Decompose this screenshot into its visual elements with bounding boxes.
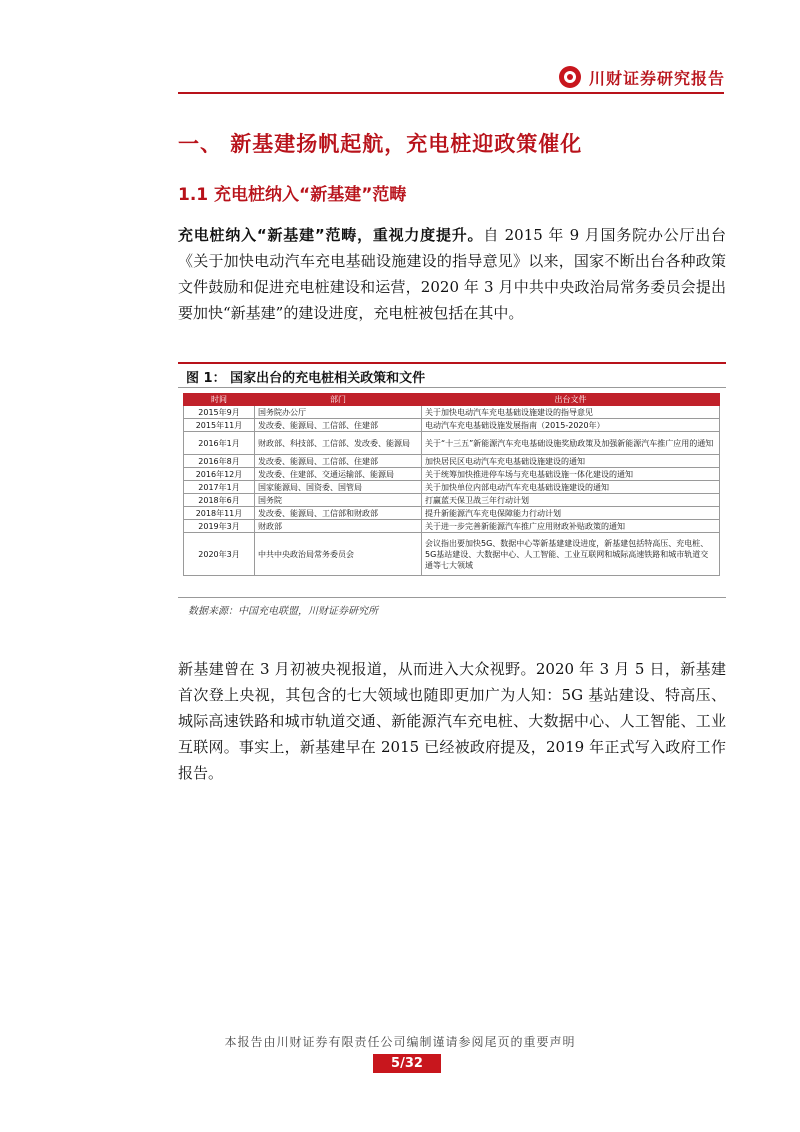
- cell-time: 2015年9月: [184, 406, 255, 419]
- intro-text: 自 2015 年 9 月国务院办公厅出台《关于加快电动汽车充电基础设施建设的指导意见》以来，国家不断出台各种政策文件鼓励和促进充电桩建设和运营，2020 年 3 月中共中央政治局常务委员会提出要加快“新基建”的建设进度，充电桩被包括在其中。: [178, 226, 727, 322]
- table-row: [184, 455, 720, 468]
- cell-dept: 财政部、科技部、工信部、发改委、能源局: [255, 432, 422, 455]
- header-brand-text: 川财证券研究报告: [588, 68, 725, 88]
- cell-time: 2016年1月: [184, 432, 255, 455]
- body-paragraph: 新基建曾在 3 月初被央视报道，从而进入大众视野。2020 年 3 月 5 日，新基建首次登上央视，其包含的七大领域也随即更加广为人知：5G 基站建设、特高压、城际高速铁路和城市轨道交通、新能源汽车充电桩、大数据中心、人工智能、工业互联网。事实上，新基建早在 2015 已经被政府提及，2019 年正式写入政府工作报告。: [178, 660, 726, 782]
- table-row: [184, 406, 720, 419]
- footer-disclaimer: 本报告由川财证券有限责任公司编制谨请参阅尾页的重要声明: [224, 1035, 576, 1049]
- cell-doc: 电动汽车充电基础设施发展指南（2015-2020年）: [422, 419, 720, 432]
- figure-source: 数据来源：中国充电联盟，川财证券研究所: [188, 606, 378, 617]
- intro-lead: 充电桩纳入“新基建”范畴，重视力度提升。: [178, 226, 484, 244]
- cell-dept: 发改委、能源局、工信部、住建部: [255, 419, 422, 432]
- table-row: [184, 432, 720, 455]
- cell-doc: 加快居民区电动汽车充电基础设施建设的通知: [422, 455, 720, 468]
- figure-title-rule: [178, 387, 726, 388]
- page-number: 5/32: [373, 1054, 441, 1073]
- column-header-time: 时间: [184, 394, 255, 406]
- cell-doc: 会议指出要加快5G、数据中心等新基建建设进度，新基建包括特高压、充电桩、5G基站建设、大数据中心、人工智能、工业互联网和城际高速铁路和城市轨道交通等七大领域: [422, 533, 720, 576]
- cell-dept: 国家能源局、国资委、国管局: [255, 481, 422, 494]
- cell-time: 2018年6月: [184, 494, 255, 507]
- cell-doc: 关于加快电动汽车充电基础设施建设的指导意见: [422, 406, 720, 419]
- column-header-doc: 出台文件: [422, 394, 720, 406]
- table-header-row: [184, 394, 720, 406]
- figure-title: 图 1： 国家出台的充电桩相关政策和文件: [186, 371, 426, 386]
- cell-doc: 关于“十三五”新能源汽车充电基础设施奖励政策及加强新能源汽车推广应用的通知: [422, 432, 720, 455]
- header-divider: [178, 92, 724, 94]
- table-row: [184, 468, 720, 481]
- cell-doc: 关于进一步完善新能源汽车推广应用财政补贴政策的通知: [422, 520, 720, 533]
- cell-dept: 发改委、住建部、交通运输部、能源局: [255, 468, 422, 481]
- cell-time: 2016年8月: [184, 455, 255, 468]
- section-title: 一、 新基建扬帆起航，充电桩迎政策催化: [178, 132, 583, 156]
- table-row: [184, 419, 720, 432]
- table-row: [184, 507, 720, 520]
- cell-time: 2020年3月: [184, 533, 255, 576]
- figure-top-rule: [178, 362, 726, 364]
- figure-bottom-rule: [178, 597, 726, 598]
- cell-time: 2016年12月: [184, 468, 255, 481]
- policy-table: [183, 393, 720, 576]
- cell-dept: 财政部: [255, 520, 422, 533]
- column-header-dept: 部门: [255, 394, 422, 406]
- table-row: [184, 520, 720, 533]
- cell-doc: 打赢蓝天保卫战三年行动计划: [422, 494, 720, 507]
- cell-doc: 关于统筹加快推进停车场与充电基础设施一体化建设的通知: [422, 468, 720, 481]
- header-brand: [559, 64, 725, 90]
- cell-dept: 发改委、能源局、工信部和财政部: [255, 507, 422, 520]
- cell-time: 2018年11月: [184, 507, 255, 520]
- cell-time: 2015年11月: [184, 419, 255, 432]
- cell-dept: 中共中央政治局常务委员会: [255, 533, 422, 576]
- cell-dept: 国务院办公厅: [255, 406, 422, 419]
- cell-doc: 关于加快单位内部电动汽车充电基础设施建设的通知: [422, 481, 720, 494]
- table-row: [184, 533, 720, 576]
- cell-time: 2017年1月: [184, 481, 255, 494]
- table-row: [184, 481, 720, 494]
- intro-paragraph: [178, 222, 726, 326]
- company-logo-icon: [559, 66, 581, 88]
- cell-dept: 发改委、能源局、工信部、住建部: [255, 455, 422, 468]
- table-row: [184, 494, 720, 507]
- subsection-title: 1.1 充电桩纳入“新基建”范畴: [178, 185, 407, 205]
- cell-dept: 国务院: [255, 494, 422, 507]
- cell-doc: 提升新能源汽车充电保障能力行动计划: [422, 507, 720, 520]
- cell-time: 2019年3月: [184, 520, 255, 533]
